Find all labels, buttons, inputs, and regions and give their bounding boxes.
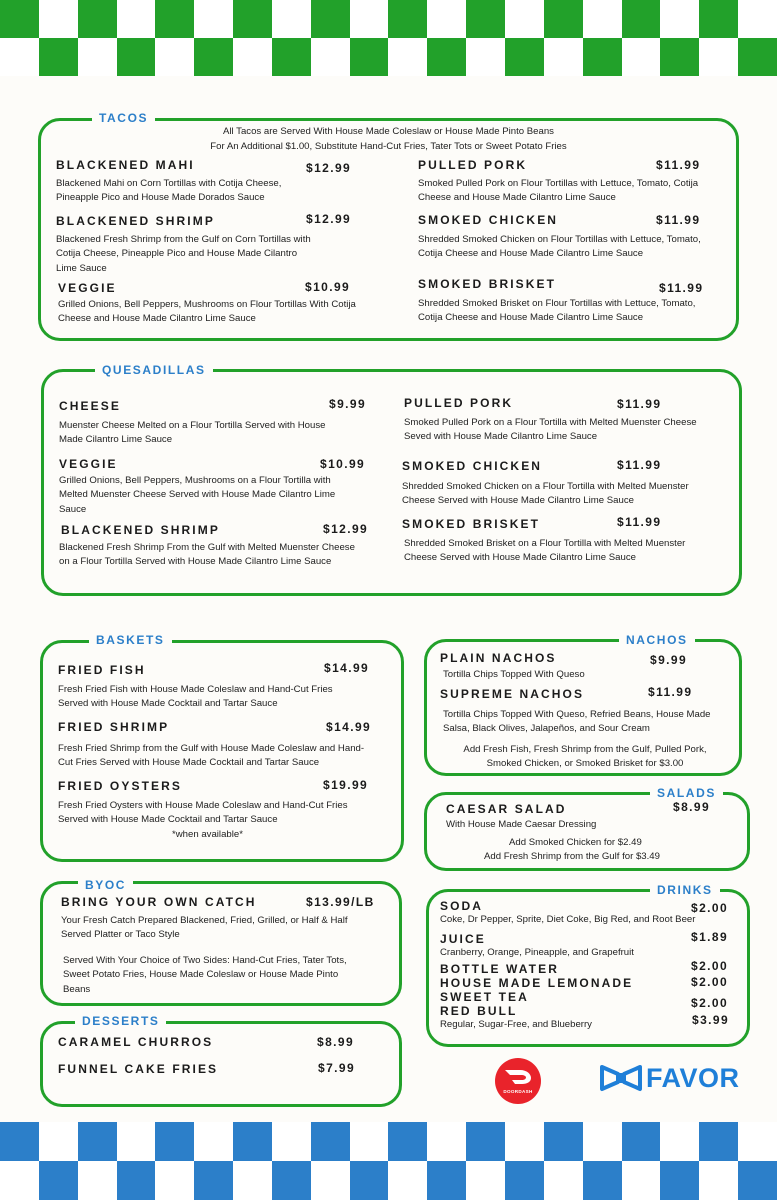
menu-item-price: $2.00 xyxy=(691,901,729,915)
checker-square xyxy=(233,1122,272,1161)
checker-square xyxy=(194,1161,233,1200)
checker-square xyxy=(311,1122,350,1161)
availability-note: *when available* xyxy=(172,829,243,840)
tacos-note-2: For An Additional $1.00, Substitute Hand-Cut Fries, Tater Tots or Sweet Potato Fries xyxy=(210,141,567,152)
checker-square xyxy=(466,1122,505,1161)
checker-square xyxy=(233,1161,272,1200)
menu-item-price: $11.99 xyxy=(617,515,662,529)
tacos-title: TACOS xyxy=(92,111,155,125)
menu-item-desc: Tortilla Chips Topped With Queso, Refried Beans, House Made Salsa, Black Olives, Jalapeños, and Sour Cream xyxy=(443,709,711,735)
quesadillas-title: QUESADILLAS xyxy=(95,363,213,377)
checker-square xyxy=(622,38,661,76)
menu-item-price: $11.99 xyxy=(617,458,662,472)
checker-square xyxy=(738,0,777,38)
checker-square xyxy=(544,1122,583,1161)
doordash-logo-icon xyxy=(504,1067,532,1087)
menu-item-desc: Grilled Onions, Bell Peppers, Mushrooms on Flour Tortillas With Cotija Cheese and House Made Cilantro Lime Sauce xyxy=(58,299,356,325)
menu-item-name: SMOKED BRISKET xyxy=(418,277,557,291)
checker-square xyxy=(544,1161,583,1200)
menu-item-desc: Smoked Pulled Pork on a Flour Tortilla with Melted Muenster Cheese Seved with House Made Cilantro Lime Sauce xyxy=(404,417,697,443)
menu-item-desc: Cranberry, Orange, Pineapple, and Grapefruit xyxy=(440,947,634,958)
menu-item-name: SMOKED BRISKET xyxy=(402,517,541,531)
checker-square xyxy=(699,38,738,76)
menu-item-price: $1.89 xyxy=(691,930,729,944)
menu-item-desc: Coke, Dr Pepper, Sprite, Diet Coke, Big Red, and Root Beer xyxy=(440,914,696,925)
menu-item-price: $14.99 xyxy=(324,661,370,675)
checker-square xyxy=(699,1161,738,1200)
menu-item-name: RED BULL xyxy=(440,1004,518,1018)
checker-square xyxy=(388,1161,427,1200)
checker-square xyxy=(311,38,350,76)
checker-square xyxy=(505,1161,544,1200)
byoc-preparation: Your Fresh Catch Prepared Blackened, Fried, Grilled, or Half & Half Served Platter or Taco Style xyxy=(61,915,348,941)
menu-item-desc: Blackened Mahi on Corn Tortillas with Cotija Cheese, Pineapple Pico and House Made Dorados Sauce xyxy=(56,178,282,204)
checker-square xyxy=(544,38,583,76)
byoc-sides: Served With Your Choice of Two Sides: Hand-Cut Fries, Tater Tots, Sweet Potato Fries, House Made Coleslaw or House Made Pinto Beans xyxy=(63,955,347,995)
checker-square xyxy=(699,0,738,38)
menu-item-price: $8.99 xyxy=(317,1035,355,1049)
checker-square xyxy=(117,1122,156,1161)
checker-square xyxy=(660,1122,699,1161)
checker-square xyxy=(272,38,311,76)
checker-square xyxy=(466,38,505,76)
checker-square xyxy=(117,0,156,38)
menu-item-name: SWEET TEA xyxy=(440,990,529,1004)
menu-item-name: VEGGIE xyxy=(58,281,117,295)
favor-wordmark: FAVOR xyxy=(646,1062,740,1093)
checker-square xyxy=(117,1161,156,1200)
menu-item-price: $11.99 xyxy=(656,213,701,227)
menu-item-price: $14.99 xyxy=(326,720,372,734)
menu-item-name: FUNNEL CAKE FRIES xyxy=(58,1062,219,1076)
checker-square xyxy=(505,38,544,76)
menu-item-price: $2.00 xyxy=(691,996,729,1010)
menu-item-desc: Shredded Smoked Chicken on a Flour Tortilla with Melted Muenster Cheese Served with House Made Cilantro Lime Sauce xyxy=(402,481,689,507)
checker-square xyxy=(233,0,272,38)
checker-square xyxy=(505,1122,544,1161)
checker-square xyxy=(699,1122,738,1161)
checker-square xyxy=(738,38,777,76)
checker-square xyxy=(388,38,427,76)
checker-square xyxy=(660,38,699,76)
checker-square xyxy=(622,0,661,38)
checker-square xyxy=(78,38,117,76)
menu-item-name: CHEESE xyxy=(59,399,121,413)
checker-square xyxy=(78,1161,117,1200)
salad-addon-shrimp: Add Fresh Shrimp from the Gulf for $3.49 xyxy=(484,851,660,862)
bottom-checker-pattern xyxy=(0,1122,777,1200)
checker-square xyxy=(0,38,39,76)
menu-item-price: $12.99 xyxy=(306,161,352,175)
drinks-title: DRINKS xyxy=(650,883,720,897)
checker-square xyxy=(272,1161,311,1200)
menu-item-desc: Smoked Pulled Pork on Flour Tortillas with Lettuce, Tomato, Cotija Cheese and House Made Cilantro Lime Sauce xyxy=(418,178,699,204)
checker-square xyxy=(388,1122,427,1161)
checker-square xyxy=(505,0,544,38)
checker-square xyxy=(622,1161,661,1200)
checker-square xyxy=(0,1161,39,1200)
checker-square xyxy=(466,1161,505,1200)
menu-item-name: BOTTLE WATER xyxy=(440,962,559,976)
menu-item-price: $10.99 xyxy=(320,457,366,471)
menu-item-desc: Fresh Fried Shrimp from the Gulf with House Made Coleslaw and Hand-Cut Fries Served with House Made Cocktail and Tartar Sauce xyxy=(58,743,365,769)
menu-item-desc: Tortilla Chips Topped With Queso xyxy=(443,669,585,680)
checker-square xyxy=(350,1161,389,1200)
menu-item-name: BLACKENED SHRIMP xyxy=(56,214,215,228)
favor-logo[interactable] xyxy=(600,1060,740,1096)
baskets-title: BASKETS xyxy=(89,633,172,647)
menu-item-price: $7.99 xyxy=(318,1061,356,1075)
menu-item-desc: Blackened Fresh Shrimp From the Gulf with Melted Muenster Cheese on a Flour Tortilla Served with House Made Cilantro Lime Sauce xyxy=(59,542,355,568)
checker-square xyxy=(738,1161,777,1200)
checker-square xyxy=(622,1122,661,1161)
menu-item-price: $11.99 xyxy=(656,158,701,172)
nachos-addon-note: Add Fresh Fish, Fresh Shrimp from the Gulf, Pulled Pork, Smoked Chicken, or Smoked Brisket for $3.00 xyxy=(463,744,707,770)
checker-square xyxy=(544,0,583,38)
menu-item-name: FRIED SHRIMP xyxy=(58,720,170,734)
checker-square xyxy=(583,0,622,38)
byoc-title: BYOC xyxy=(78,878,133,892)
checker-square xyxy=(660,0,699,38)
menu-item-price: $10.99 xyxy=(305,280,351,294)
checker-square xyxy=(272,0,311,38)
menu-item-desc: Shredded Smoked Brisket on Flour Tortillas with Lettuce, Tomato, Cotija Cheese and House Made Cilantro Lime Sauce xyxy=(418,298,696,324)
menu-item-price: $8.99 xyxy=(673,800,711,814)
checker-square xyxy=(427,38,466,76)
menu-item-desc: Regular, Sugar-Free, and Blueberry xyxy=(440,1019,592,1030)
menu-item-name: PULLED PORK xyxy=(418,158,528,172)
menu-item-price: $13.99/LB xyxy=(306,895,375,909)
checker-square xyxy=(233,38,272,76)
menu-item-name: SMOKED CHICKEN xyxy=(402,459,543,473)
checker-square xyxy=(155,0,194,38)
checker-square xyxy=(0,0,39,38)
menu-item-name: SODA xyxy=(440,899,484,913)
menu-item-name: SUPREME NACHOS xyxy=(440,687,585,701)
menu-item-desc: Shredded Smoked Brisket on a Flour Tortilla with Melted Muenster Cheese Served with House Made Cilantro Lime Sauce xyxy=(404,538,686,564)
checker-square xyxy=(39,1161,78,1200)
checker-square xyxy=(155,38,194,76)
nachos-title: NACHOS xyxy=(619,633,695,647)
menu-item-price: $9.99 xyxy=(650,653,688,667)
menu-item-name: BLACKENED SHRIMP xyxy=(61,523,220,537)
menu-item-price: $11.99 xyxy=(659,281,704,295)
checker-square xyxy=(466,0,505,38)
menu-item-price: $2.00 xyxy=(691,975,729,989)
doordash-wordmark: DOORDASH xyxy=(503,1089,533,1094)
menu-item-name: CAESAR SALAD xyxy=(446,802,567,816)
menu-item-desc: Shredded Smoked Chicken on Flour Tortillas with Lettuce, Tomato, Cotija Cheese and House Made Cilantro Lime Sauce xyxy=(418,234,701,260)
menu-item-price: $12.99 xyxy=(306,212,352,226)
menu-item-desc: Grilled Onions, Bell Peppers, Mushrooms on a Flour Tortilla with Melted Muenster Cheese Served with House Made Cilantro Lime Sauce xyxy=(59,475,336,515)
checker-square xyxy=(350,0,389,38)
menu-item-name: FRIED FISH xyxy=(58,663,146,677)
checker-square xyxy=(427,0,466,38)
checker-square xyxy=(738,1122,777,1161)
checker-square xyxy=(583,1122,622,1161)
checker-square xyxy=(660,1161,699,1200)
menu-item-price: $3.99 xyxy=(692,1013,730,1027)
menu-item-price: $19.99 xyxy=(323,778,369,792)
tacos-note-1: All Tacos are Served With House Made Coleslaw or House Made Pinto Beans xyxy=(223,126,554,137)
checker-square xyxy=(311,1161,350,1200)
menu-item-name: SMOKED CHICKEN xyxy=(418,213,559,227)
checker-square xyxy=(39,38,78,76)
checker-square xyxy=(583,1161,622,1200)
checker-square xyxy=(272,1122,311,1161)
checker-square xyxy=(388,0,427,38)
checker-square xyxy=(194,38,233,76)
checker-square xyxy=(155,1122,194,1161)
checker-square xyxy=(350,38,389,76)
checker-square xyxy=(311,0,350,38)
menu-item-name: CARAMEL CHURROS xyxy=(58,1035,214,1049)
top-checker-pattern xyxy=(0,0,777,76)
menu-item-name: JUICE xyxy=(440,932,486,946)
menu-item-name: FRIED OYSTERS xyxy=(58,779,182,793)
menu-item-price: $9.99 xyxy=(329,397,367,411)
checker-square xyxy=(78,0,117,38)
menu-item-price: $11.99 xyxy=(648,685,693,699)
menu-item-desc: Fresh Fried Oysters with House Made Coleslaw and Hand-Cut Fries Served with House Made Cocktail and Tartar Sauce xyxy=(58,800,348,826)
menu-item-price: $2.00 xyxy=(691,959,729,973)
menu-item-name: PLAIN NACHOS xyxy=(440,651,557,665)
doordash-logo[interactable] xyxy=(495,1058,541,1104)
menu-item-price: $11.99 xyxy=(617,397,662,411)
menu-item-price: $12.99 xyxy=(323,522,369,536)
menu-item-name: BLACKENED MAHI xyxy=(56,158,195,172)
checker-square xyxy=(39,0,78,38)
checker-square xyxy=(194,1122,233,1161)
salad-addon-chicken: Add Smoked Chicken for $2.49 xyxy=(509,837,642,848)
menu-item-desc: Fresh Fried Fish with House Made Coleslaw and Hand-Cut Fries Served with House Made Cocktail and Tartar Sauce xyxy=(58,684,333,710)
salads-title: SALADS xyxy=(650,786,723,800)
checker-square xyxy=(427,1161,466,1200)
checker-square xyxy=(155,1161,194,1200)
checker-square xyxy=(0,1122,39,1161)
menu-item-name: PULLED PORK xyxy=(404,396,514,410)
checker-square xyxy=(427,1122,466,1161)
menu-item-desc: With House Made Caesar Dressing xyxy=(446,819,597,830)
checker-square xyxy=(39,1122,78,1161)
menu-item-desc: Muenster Cheese Melted on a Flour Tortilla Served with House Made Cilantro Lime Sauce xyxy=(59,420,326,446)
checker-square xyxy=(194,0,233,38)
bowtie-icon xyxy=(600,1064,642,1092)
checker-square xyxy=(78,1122,117,1161)
menu-item-desc: Blackened Fresh Shrimp from the Gulf on Corn Tortillas with Cotija Cheese, Pineapple Pico and House Made Cilantro Lime Sauce xyxy=(56,234,311,274)
desserts-title: DESSERTS xyxy=(75,1014,166,1028)
menu-item-name: BRING YOUR OWN CATCH xyxy=(61,895,257,909)
menu-item-name: HOUSE MADE LEMONADE xyxy=(440,976,634,990)
menu-item-name: VEGGIE xyxy=(59,457,118,471)
checker-square xyxy=(350,1122,389,1161)
checker-square xyxy=(583,38,622,76)
checker-square xyxy=(117,38,156,76)
